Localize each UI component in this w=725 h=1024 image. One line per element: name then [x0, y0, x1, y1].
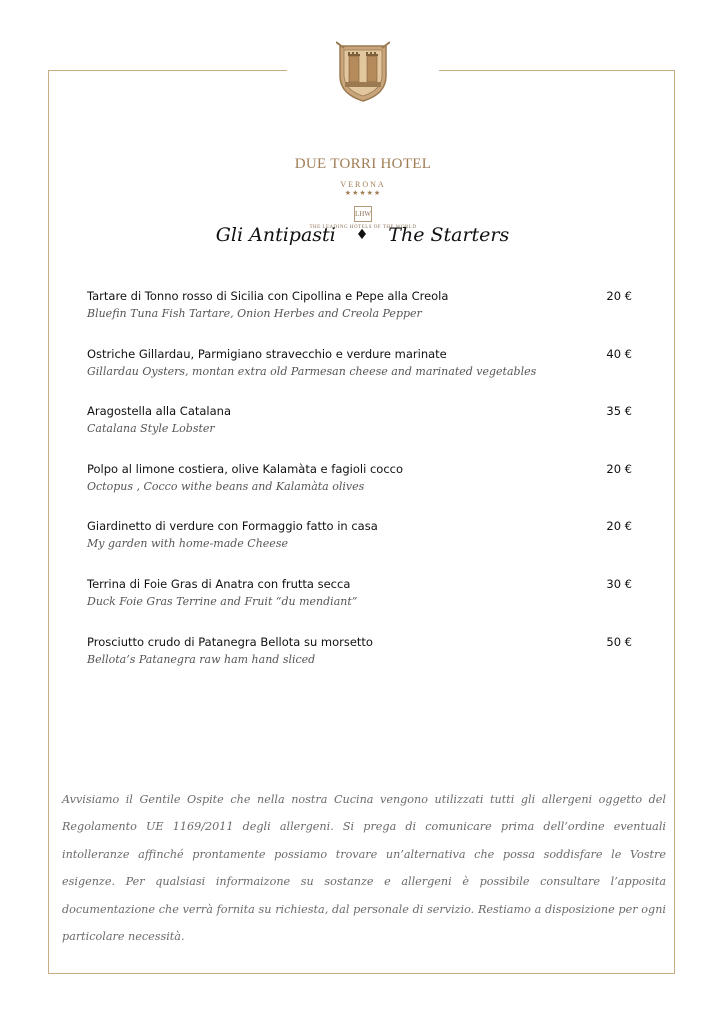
title-italian: Gli Antipasti	[215, 224, 336, 246]
item-price: 35 €	[606, 404, 632, 419]
menu-item	[87, 347, 632, 405]
hotel-stars: ★★★★★	[344, 189, 382, 197]
title-english: The Starters	[388, 224, 510, 246]
hotel-city: VERONA	[340, 180, 386, 189]
item-name: Tartare di Tonno rosso di Sicilia con Cipollina e Pepe alla Creola	[87, 289, 449, 303]
item-english: Duck Foie Gras Terrine and Fruit “du mendiant”	[87, 594, 358, 608]
item-english: Gillardau Oysters, montan extra old Parmesan cheese and marinated vegetables	[87, 364, 537, 378]
menu-item	[87, 462, 632, 520]
item-name: Aragostella alla Catalana	[87, 404, 231, 419]
item-name: Terrina di Foie Gras di Anatra con frutta secca	[87, 576, 351, 591]
menu-item	[87, 577, 632, 635]
hotel-logo	[287, 40, 439, 230]
crest-icon	[336, 40, 390, 102]
item-english: Octopus , Cocco withe beans and Kalamàta olives	[87, 479, 365, 493]
item-name: Ostriche Gillardau, Parmigiano stravecchio e verdure marinate	[87, 346, 447, 361]
item-name: Giardinetto di verdure con Formaggio fatto in casa	[87, 519, 378, 534]
item-name: Prosciutto crudo di Patanegra Bellota su morsetto	[87, 634, 373, 649]
menu-item	[87, 404, 632, 462]
item-price: 50 €	[606, 634, 632, 649]
menu-items	[87, 289, 632, 692]
hotel-name: DUE TORRI HOTEL	[294, 156, 432, 172]
item-english: Bellota’s Patanegra raw ham hand sliced	[87, 652, 316, 666]
menu-item	[87, 519, 632, 577]
menu-item	[87, 289, 632, 347]
menu-title	[0, 224, 725, 246]
item-english: Bluefin Tuna Fish Tartare, Onion Herbes and Creola Pepper	[87, 307, 422, 320]
item-price: 20 €	[606, 289, 632, 303]
item-price: 40 €	[606, 346, 632, 361]
item-english: My garden with home-made Cheese	[87, 537, 288, 551]
item-name: Polpo al limone costiera, olive Kalamàta e fagioli cocco	[87, 461, 404, 476]
lhw-text: THE LEADING HOTELS OF THE WORLD	[309, 225, 417, 230]
item-price: 20 €	[606, 519, 632, 534]
menu-item	[87, 635, 632, 693]
allergen-notice: Avvisiamo il Gentile Ospite che nella nostra Cucina vengono utilizzati tutti gli allergeni oggetto del Regolamento UE 1169/2011 degli allergeni. Si prega di comunicare prima dell’ordine eventuali intolleranze affinché prontamente possiamo trovare un’alternativa che possa soddisfare le Vostre esigenze. Per qualsiasi informaizone su sostanze e allergeni è possibile consultare l’apposita documentazione che verrà fornita su richiesta, dal personale di servizio. Restiamo a disposizione per ogni particolare necessità.	[62, 793, 666, 944]
item-price: 30 €	[606, 576, 632, 591]
item-english: Catalana Style Lobster	[87, 422, 215, 436]
diamond-icon: ♦	[355, 227, 369, 243]
item-price: 20 €	[606, 461, 632, 476]
lhw-logo: LHW	[354, 206, 372, 222]
